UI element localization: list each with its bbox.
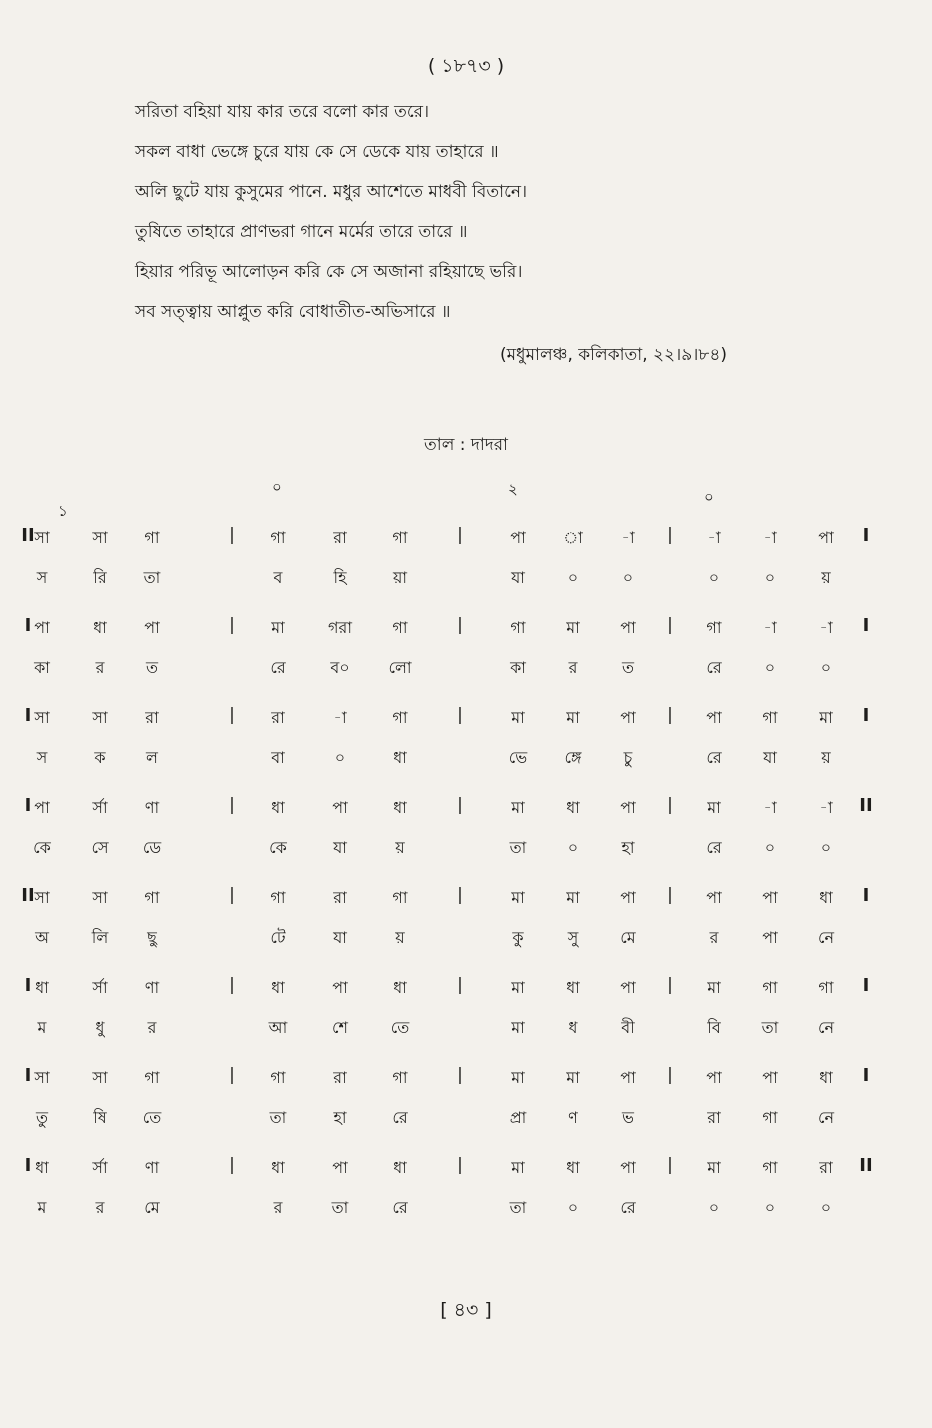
bar-line-end: I bbox=[862, 1065, 870, 1086]
bar-line-start: I bbox=[24, 705, 32, 726]
lyric-syllable: টে bbox=[270, 928, 286, 947]
swara-note: পা bbox=[706, 888, 722, 907]
lyric-syllable: য় bbox=[395, 838, 405, 857]
swara-note: রা bbox=[333, 528, 347, 547]
swara-note: ধা bbox=[393, 1158, 407, 1177]
lyric-syllable: স bbox=[36, 568, 48, 587]
swara-note: গা bbox=[270, 528, 286, 547]
lyric-syllable: রে bbox=[706, 748, 722, 767]
swara-note: গা bbox=[818, 978, 834, 997]
bar-line: | bbox=[229, 1065, 235, 1085]
page-number: [ ৪৩ ] bbox=[440, 1299, 492, 1321]
swara-note: ধা bbox=[93, 618, 107, 637]
lyric-syllable: যা bbox=[333, 838, 347, 857]
swara-note: গা bbox=[510, 618, 526, 637]
lyric-syllable: কে bbox=[33, 838, 51, 857]
swara-note: পা bbox=[620, 888, 636, 907]
lyric-syllable: সু bbox=[567, 928, 579, 947]
lyric-line: হিয়ার পরিভূ আলোড়ন করি কে সে অজানা রহিয়াছে ভরি। bbox=[135, 262, 523, 282]
lyric-syllable: ডে bbox=[142, 838, 162, 857]
lyric-syllable: ত bbox=[145, 658, 159, 677]
bar-line: | bbox=[457, 1065, 463, 1085]
lyric-syllable: র bbox=[95, 1198, 105, 1217]
swara-note: মা bbox=[511, 708, 525, 727]
swara-note: পা bbox=[620, 708, 636, 727]
beat-marker-khali: ০ bbox=[272, 478, 282, 496]
swara-note: রা bbox=[145, 708, 159, 727]
beat-marker-khali: ০ bbox=[704, 488, 714, 506]
swara-note: মা bbox=[511, 888, 525, 907]
lyric-syllable: যা bbox=[333, 928, 347, 947]
lyric-line: সরিতা বহিয়া যায় কার তরে বলো কার তরে। bbox=[135, 102, 430, 122]
swara-note: সা bbox=[34, 528, 50, 547]
swara-note: রা bbox=[271, 708, 285, 727]
swara-line bbox=[0, 1065, 932, 1095]
lyric-syllable: তে bbox=[142, 1108, 162, 1127]
bar-line: | bbox=[457, 885, 463, 905]
lyric-line: তুষিতে তাহারে প্রাণভরা গানে মর্মের তারে তারে ॥ bbox=[135, 222, 468, 242]
lyric-syllable: ০ bbox=[567, 568, 579, 587]
swara-note: মা bbox=[511, 1158, 525, 1177]
swara-note: ধা bbox=[566, 798, 580, 817]
lyric-syllable: য় bbox=[821, 748, 831, 767]
lyric-syllable: ণ bbox=[568, 1108, 578, 1127]
swara-note: গা bbox=[392, 888, 408, 907]
lyric-syllable: য় bbox=[821, 568, 831, 587]
lyric-syllable: অ bbox=[35, 928, 49, 947]
lyric-syllable: ০ bbox=[764, 658, 776, 677]
lyric-syllable: ধা bbox=[393, 748, 407, 767]
swara-note: মা bbox=[819, 708, 833, 727]
bar-line-end: II bbox=[859, 1155, 873, 1176]
bar-line: | bbox=[667, 795, 673, 815]
lyric-syllable: বা bbox=[271, 748, 285, 767]
swara-note: রা bbox=[333, 888, 347, 907]
swara-note: পা bbox=[332, 798, 348, 817]
bar-line: | bbox=[229, 1155, 235, 1175]
swara-note: -া bbox=[819, 618, 833, 637]
lyric-syllable: কু bbox=[512, 928, 524, 947]
lyric-syllable: মে bbox=[620, 928, 636, 947]
lyric-syllable: র bbox=[568, 658, 578, 677]
lyric-syllable: কে bbox=[269, 838, 287, 857]
swara-note: ধা bbox=[566, 1158, 580, 1177]
swara-note: ণা bbox=[144, 978, 160, 997]
lyric-syllable: আ bbox=[268, 1018, 288, 1037]
swara-note: -া bbox=[763, 528, 777, 547]
lyrics-block bbox=[135, 92, 755, 332]
swara-note: গা bbox=[144, 888, 160, 907]
swara-note: ধা bbox=[819, 888, 833, 907]
lyric-syllable: রি bbox=[93, 568, 107, 587]
bar-line-end: I bbox=[862, 885, 870, 906]
lyric-syllable: ভে bbox=[508, 748, 528, 767]
lyric-syllable: ম bbox=[37, 1198, 47, 1217]
swara-note: রা bbox=[333, 1068, 347, 1087]
swara-note: সা bbox=[92, 888, 108, 907]
swara-line bbox=[0, 975, 932, 1005]
lyric-syllable: তা bbox=[269, 1108, 287, 1127]
lyric-syllable: ভ bbox=[622, 1108, 634, 1127]
swara-note: গা bbox=[392, 708, 408, 727]
swara-note: ণা bbox=[144, 1158, 160, 1177]
notation-block bbox=[0, 1060, 932, 1150]
swara-note: পা bbox=[620, 978, 636, 997]
notation-block bbox=[0, 520, 932, 610]
lyric-syllable: লি bbox=[91, 928, 109, 947]
lyric-syllable: মে bbox=[144, 1198, 160, 1217]
swara-note: মা bbox=[707, 1158, 721, 1177]
lyric-syllable: হা bbox=[621, 838, 635, 857]
swara-note: গা bbox=[762, 708, 778, 727]
notation-block bbox=[0, 970, 932, 1060]
notation-block bbox=[0, 790, 932, 880]
bar-line: | bbox=[667, 615, 673, 635]
swara-note: ধা bbox=[393, 798, 407, 817]
lyric-syllable: ধু bbox=[95, 1018, 105, 1037]
lyric-syllable: সে bbox=[91, 838, 109, 857]
bar-line: | bbox=[229, 615, 235, 635]
swara-note: গা bbox=[144, 1068, 160, 1087]
bar-line: | bbox=[667, 1155, 673, 1175]
tala-heading: তাল : দাদরা bbox=[424, 435, 508, 455]
swara-note: -া bbox=[819, 798, 833, 817]
bar-line: | bbox=[457, 795, 463, 815]
swara-note: সা bbox=[92, 1068, 108, 1087]
bar-line-end: I bbox=[862, 705, 870, 726]
lyric-syllable: ব bbox=[273, 568, 283, 587]
lyric-syllable: ০ bbox=[334, 748, 346, 767]
swara-note: গা bbox=[270, 1068, 286, 1087]
bar-line: | bbox=[457, 525, 463, 545]
swara-line bbox=[0, 885, 932, 915]
swara-note: মা bbox=[511, 798, 525, 817]
swara-note: পা bbox=[762, 888, 778, 907]
lyric-syllable: তে bbox=[390, 1018, 410, 1037]
lyric-syllable: রে bbox=[392, 1198, 408, 1217]
swara-note: র্সা bbox=[92, 1158, 108, 1177]
lyric-syllable-line bbox=[0, 1195, 932, 1225]
bar-line: | bbox=[667, 885, 673, 905]
lyric-syllable: ম bbox=[37, 1018, 47, 1037]
bar-line: | bbox=[667, 1065, 673, 1085]
swara-line bbox=[0, 705, 932, 735]
swara-note: মা bbox=[511, 978, 525, 997]
lyric-syllable: তা bbox=[761, 1018, 779, 1037]
swara-note: -া bbox=[621, 528, 635, 547]
lyric-syllable: ০ bbox=[820, 838, 832, 857]
bar-line: | bbox=[667, 705, 673, 725]
bar-line-start: I bbox=[24, 615, 32, 636]
lyric-syllable: র bbox=[273, 1198, 283, 1217]
lyric-syllable: ঙ্গে bbox=[564, 748, 582, 767]
source-citation: (মধুমালঞ্চ, কলিকাতা, ২২।৯।৮৪) bbox=[499, 345, 727, 365]
swara-note: ধা bbox=[35, 1158, 49, 1177]
lyric-syllable-line bbox=[0, 565, 932, 595]
lyric-syllable: চু bbox=[623, 748, 633, 767]
lyric-syllable: বি bbox=[707, 1018, 721, 1037]
bar-line: | bbox=[229, 975, 235, 995]
swara-note: ধা bbox=[271, 978, 285, 997]
swara-note: ধা bbox=[566, 978, 580, 997]
swara-note: পা bbox=[706, 708, 722, 727]
lyric-syllable: ষি bbox=[93, 1108, 107, 1127]
lyric-syllable-line bbox=[0, 745, 932, 775]
lyric-line: অলি ছুটে যায় কুসুমের পানে. মধুর আশেতে মাধবী বিতানে। bbox=[135, 182, 528, 202]
swara-note: সা bbox=[34, 1068, 50, 1087]
swara-note: -া bbox=[333, 708, 347, 727]
swara-note: সা bbox=[34, 888, 50, 907]
lyric-syllable: রে bbox=[270, 658, 286, 677]
lyric-syllable: রে bbox=[706, 838, 722, 857]
lyric-syllable: স bbox=[36, 748, 48, 767]
lyric-syllable-line bbox=[0, 655, 932, 685]
swara-note: ধা bbox=[393, 978, 407, 997]
swara-note: গা bbox=[392, 618, 408, 637]
beat-marker-tali: ২ bbox=[508, 480, 518, 498]
lyric-syllable: ০ bbox=[764, 1198, 776, 1217]
lyric-syllable: র bbox=[147, 1018, 157, 1037]
bar-line: | bbox=[457, 975, 463, 995]
lyric-syllable: লো bbox=[388, 658, 412, 677]
swara-line bbox=[0, 525, 932, 555]
swara-note: গা bbox=[144, 528, 160, 547]
lyric-syllable: ০ bbox=[567, 838, 579, 857]
swara-note: ধা bbox=[35, 978, 49, 997]
lyric-syllable: তা bbox=[509, 1198, 527, 1217]
lyric-syllable: কা bbox=[34, 658, 50, 677]
bar-line: | bbox=[667, 975, 673, 995]
swara-note: -া bbox=[763, 618, 777, 637]
bar-line-end: II bbox=[859, 795, 873, 816]
swara-note: পা bbox=[34, 618, 50, 637]
lyric-syllable: কা bbox=[510, 658, 526, 677]
lyric-syllable: ০ bbox=[622, 568, 634, 587]
swara-note: পা bbox=[34, 798, 50, 817]
lyric-syllable: তা bbox=[143, 568, 161, 587]
lyric-syllable: ০ bbox=[820, 658, 832, 677]
swara-note: পা bbox=[818, 528, 834, 547]
swara-note: গা bbox=[270, 888, 286, 907]
swara-note: গা bbox=[706, 618, 722, 637]
lyric-syllable: য় bbox=[395, 928, 405, 947]
lyric-syllable: প্রা bbox=[509, 1108, 527, 1127]
swara-note: মা bbox=[707, 978, 721, 997]
swara-note: মা bbox=[566, 888, 580, 907]
bar-line: | bbox=[229, 525, 235, 545]
swara-note: পা bbox=[144, 618, 160, 637]
lyric-syllable: শে bbox=[332, 1018, 348, 1037]
lyric-syllable-line bbox=[0, 1015, 932, 1045]
lyric-syllable: যা bbox=[511, 568, 525, 587]
lyric-syllable: গা bbox=[762, 1108, 778, 1127]
lyric-syllable: রে bbox=[706, 658, 722, 677]
lyric-syllable: ০ bbox=[567, 1198, 579, 1217]
swara-note: -া bbox=[763, 798, 777, 817]
lyric-syllable-line bbox=[0, 835, 932, 865]
swara-note: া bbox=[563, 528, 583, 547]
swara-note: মা bbox=[511, 1068, 525, 1087]
lyric-syllable: হি bbox=[333, 568, 347, 587]
swara-note: পা bbox=[620, 618, 636, 637]
lyric-syllable: রে bbox=[620, 1198, 636, 1217]
lyric-syllable: নে bbox=[817, 1108, 835, 1127]
bar-line-start: II bbox=[21, 525, 35, 546]
swara-note: গরা bbox=[328, 618, 352, 637]
beat-marker-sam: ১ bbox=[58, 502, 68, 520]
swara-note: ধা bbox=[271, 798, 285, 817]
swara-note: মা bbox=[566, 708, 580, 727]
lyric-syllable: রে bbox=[392, 1108, 408, 1127]
lyric-syllable: তা bbox=[331, 1198, 349, 1217]
lyric-syllable: ০ bbox=[764, 838, 776, 857]
lyric-syllable-line bbox=[0, 1105, 932, 1135]
lyric-syllable: র bbox=[709, 928, 719, 947]
notation-block bbox=[0, 700, 932, 790]
lyric-syllable: ব০ bbox=[330, 658, 350, 677]
notation-block bbox=[0, 1150, 932, 1240]
lyric-syllable: ক bbox=[94, 748, 106, 767]
swara-note: মা bbox=[707, 798, 721, 817]
bar-line: | bbox=[667, 525, 673, 545]
lyric-syllable: হা bbox=[333, 1108, 347, 1127]
swara-line bbox=[0, 795, 932, 825]
lyric-syllable: নে bbox=[817, 1018, 835, 1037]
swara-note: মা bbox=[566, 1068, 580, 1087]
swara-note: পা bbox=[620, 798, 636, 817]
lyric-syllable: ০ bbox=[708, 1198, 720, 1217]
swara-note: -া bbox=[707, 528, 721, 547]
swara-note: গা bbox=[392, 1068, 408, 1087]
lyric-syllable: তু bbox=[35, 1108, 49, 1127]
swara-note: পা bbox=[620, 1158, 636, 1177]
lyric-syllable: ০ bbox=[708, 568, 720, 587]
bar-line: | bbox=[457, 705, 463, 725]
swara-note: ধা bbox=[819, 1068, 833, 1087]
swara-note: ণা bbox=[144, 798, 160, 817]
lyric-syllable: ল bbox=[146, 748, 158, 767]
swara-note: মা bbox=[271, 618, 285, 637]
swara-note: সা bbox=[34, 708, 50, 727]
swara-note: রা bbox=[819, 1158, 833, 1177]
lyric-syllable: ০ bbox=[820, 1198, 832, 1217]
swara-note: পা bbox=[332, 1158, 348, 1177]
lyric-syllable: তা bbox=[509, 838, 527, 857]
lyric-syllable: র bbox=[95, 658, 105, 677]
beat-markers bbox=[0, 470, 932, 520]
bar-line-start: I bbox=[24, 1065, 32, 1086]
bar-line-start: I bbox=[24, 1155, 32, 1176]
bar-line: | bbox=[229, 885, 235, 905]
notation-block bbox=[0, 880, 932, 970]
swara-note: র্সা bbox=[92, 978, 108, 997]
bar-line-start: II bbox=[21, 885, 35, 906]
swara-line bbox=[0, 1155, 932, 1185]
bar-line: | bbox=[457, 1155, 463, 1175]
notation-table bbox=[0, 520, 932, 1240]
swara-note: পা bbox=[706, 1068, 722, 1087]
lyric-syllable: পা bbox=[762, 928, 778, 947]
bar-line-end: I bbox=[862, 525, 870, 546]
song-number: ( ১৮৭৩ ) bbox=[427, 55, 505, 77]
lyric-line: সব সত্ত্বায় আপ্লুত করি বোধাতীত-অভিসারে ॥ bbox=[135, 302, 451, 322]
swara-note: মা bbox=[566, 618, 580, 637]
swara-note: সা bbox=[92, 708, 108, 727]
lyric-syllable: নে bbox=[817, 928, 835, 947]
bar-line: | bbox=[229, 705, 235, 725]
bar-line: | bbox=[457, 615, 463, 635]
lyric-line: সকল বাধা ভেঙ্গে চুরে যায় কে সে ডেকে যায় তাহারে ॥ bbox=[135, 142, 499, 162]
lyric-syllable: ০ bbox=[764, 568, 776, 587]
lyric-syllable: ত bbox=[621, 658, 635, 677]
lyric-syllable-line bbox=[0, 925, 932, 955]
bar-line: | bbox=[229, 795, 235, 815]
lyric-syllable: মা bbox=[511, 1018, 525, 1037]
swara-line bbox=[0, 615, 932, 645]
bar-line-start: I bbox=[24, 975, 32, 996]
swara-note: পা bbox=[620, 1068, 636, 1087]
swara-note: পা bbox=[332, 978, 348, 997]
bar-line-end: I bbox=[862, 615, 870, 636]
swara-note: র্সা bbox=[92, 798, 108, 817]
bar-line-end: I bbox=[862, 975, 870, 996]
swara-note: পা bbox=[762, 1068, 778, 1087]
swara-note: গা bbox=[762, 978, 778, 997]
lyric-syllable: ধ bbox=[568, 1018, 578, 1037]
lyric-syllable: বী bbox=[621, 1018, 635, 1037]
lyric-syllable: রা bbox=[707, 1108, 721, 1127]
swara-note: গা bbox=[762, 1158, 778, 1177]
bar-line-start: I bbox=[24, 795, 32, 816]
lyric-syllable: যা bbox=[763, 748, 777, 767]
swara-note: গা bbox=[392, 528, 408, 547]
lyric-syllable: ছু bbox=[147, 928, 157, 947]
swara-note: ধা bbox=[271, 1158, 285, 1177]
swara-note: পা bbox=[510, 528, 526, 547]
lyric-syllable: য়া bbox=[392, 568, 408, 587]
swara-note: সা bbox=[92, 528, 108, 547]
notation-block bbox=[0, 610, 932, 700]
